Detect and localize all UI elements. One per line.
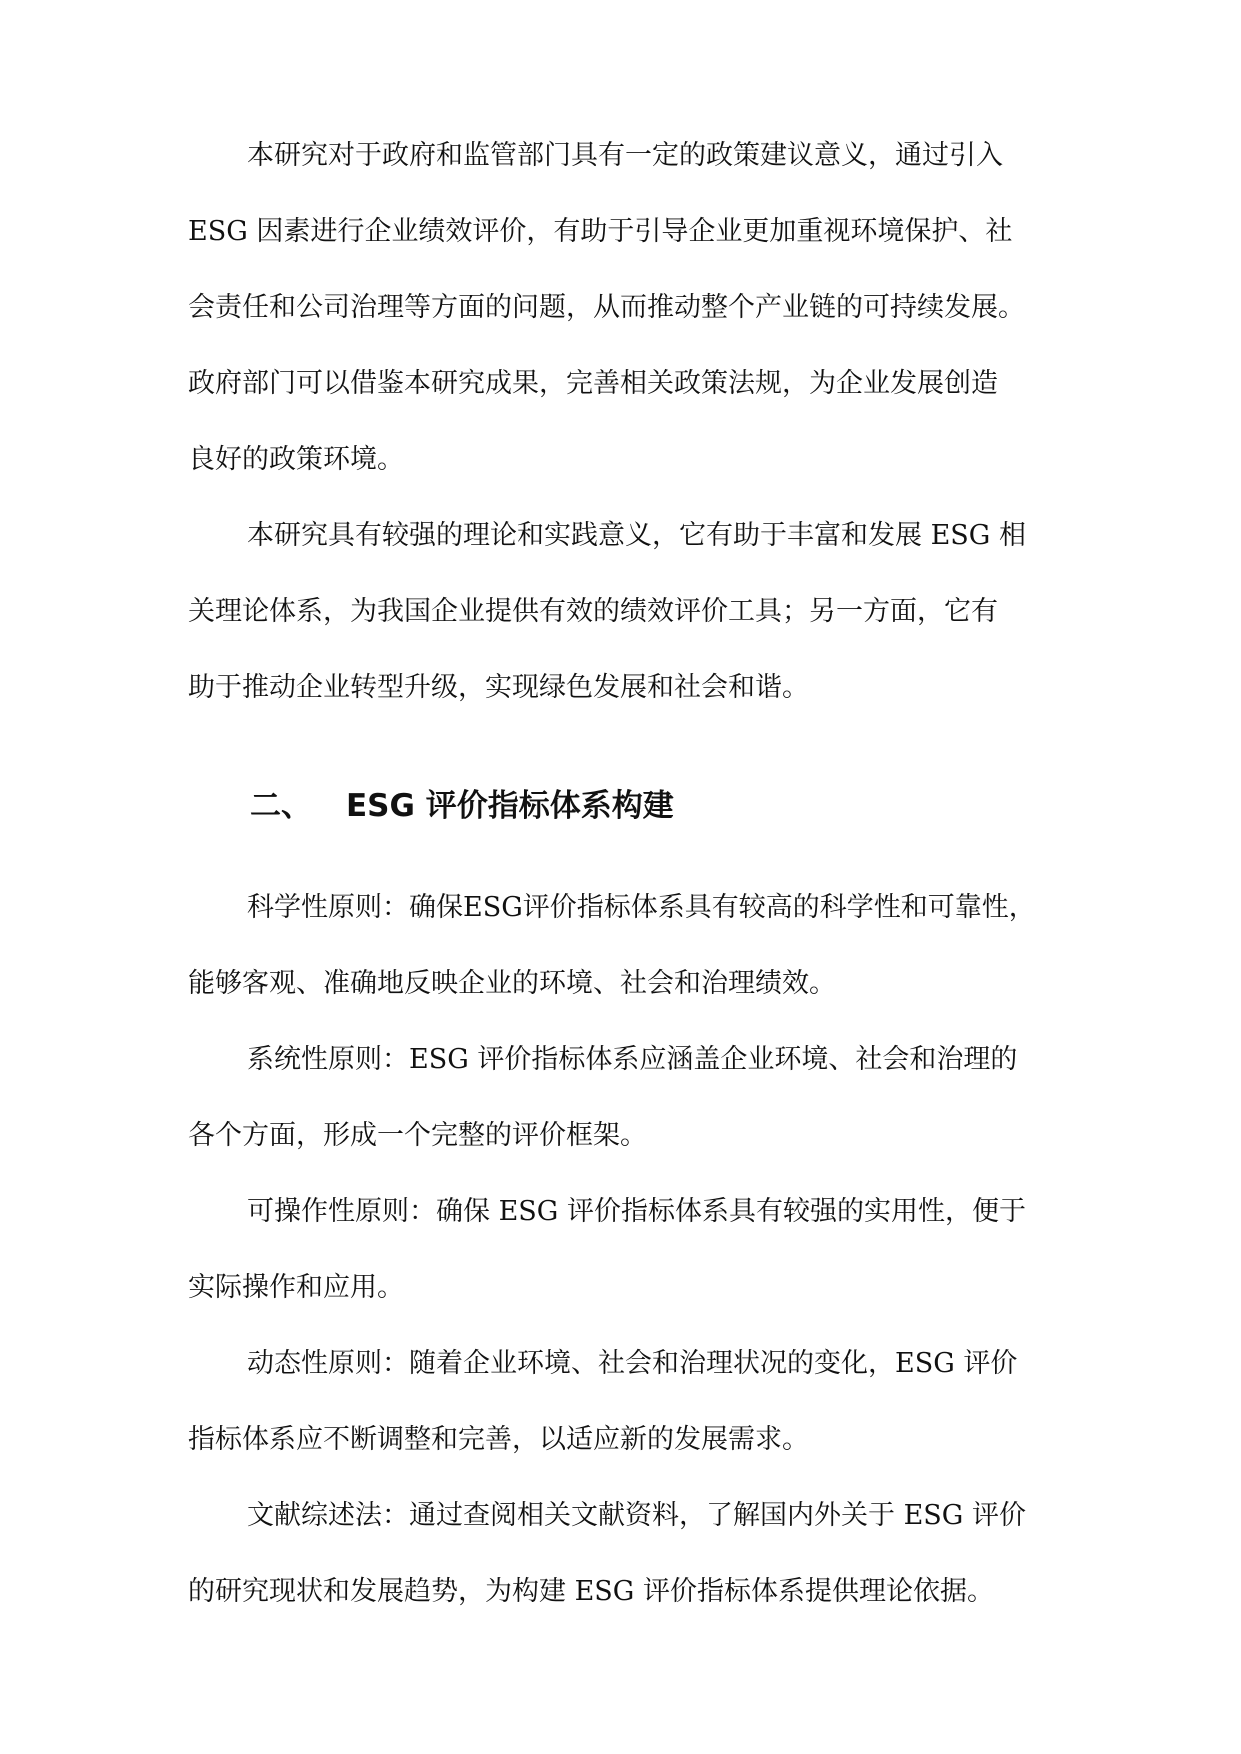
paragraph-line: 各个方面，形成一个完整的评价框架。 (188, 1120, 647, 1151)
paragraph-line: 良好的政策环境。 (188, 444, 404, 475)
paragraph-line: 会责任和公司治理等方面的问题，从而推动整个产业链的可持续发展。 (188, 292, 1025, 323)
paragraph-line: 关理论体系，为我国企业提供有效的绩效评价工具；另一方面，它有 (188, 596, 998, 627)
paragraph-line: 政府部门可以借鉴本研究成果，完善相关政策法规，为企业发展创造 (188, 368, 998, 399)
principles-text-block (188, 870, 1088, 1630)
paragraph-line: 的研究现状和发展趋势，为构建 ESG 评价指标体系提供理论依据。 (188, 1576, 994, 1607)
paragraph-line: 能够客观、准确地反映企业的环境、社会和治理绩效。 (188, 968, 836, 999)
paragraph-operability-principle (188, 1174, 1088, 1326)
paragraph-systematic-principle (188, 1022, 1088, 1174)
paragraph-line: 系统性原则：ESG 评价指标体系应涵盖企业环境、社会和治理的 (247, 1044, 1018, 1075)
paragraph-line: 指标体系应不断调整和完善，以适应新的发展需求。 (188, 1424, 809, 1455)
paragraph-line: ESG 因素进行企业绩效评价，有助于引导企业更加重视环境保护、社 (188, 216, 1013, 247)
paragraph-scientific-principle (188, 870, 1088, 1022)
paragraph-line: 文献综述法：通过查阅相关文献资料，了解国内外关于 ESG 评价 (247, 1500, 1026, 1531)
paragraph-line: 本研究具有较强的理论和实践意义，它有助于丰富和发展 ESG 相 (247, 520, 1026, 551)
paragraph-literature-review-method (188, 1478, 1088, 1630)
intro-text-block (188, 118, 1088, 726)
paragraph-dynamic-principle (188, 1326, 1088, 1478)
paragraph-line: 科学性原则：确保ESG评价指标体系具有较高的科学性和可靠性， (247, 892, 1036, 923)
paragraph-research-significance (188, 498, 1088, 726)
section-number: 二、 (250, 788, 312, 824)
paragraph-policy-significance (188, 118, 1088, 498)
paragraph-line: 动态性原则：随着企业环境、社会和治理状况的变化，ESG 评价 (247, 1348, 1018, 1379)
paragraph-line: 本研究对于政府和监管部门具有一定的政策建议意义，通过引入 (247, 140, 1003, 171)
paragraph-line: 可操作性原则：确保 ESG 评价指标体系具有较强的实用性，便于 (247, 1196, 1026, 1227)
paragraph-line: 助于推动企业转型升级，实现绿色发展和社会和谐。 (188, 672, 809, 703)
paragraph-line: 实际操作和应用。 (188, 1272, 404, 1303)
section-heading (250, 786, 674, 826)
section-title: ESG 评价指标体系构建 (346, 788, 674, 824)
